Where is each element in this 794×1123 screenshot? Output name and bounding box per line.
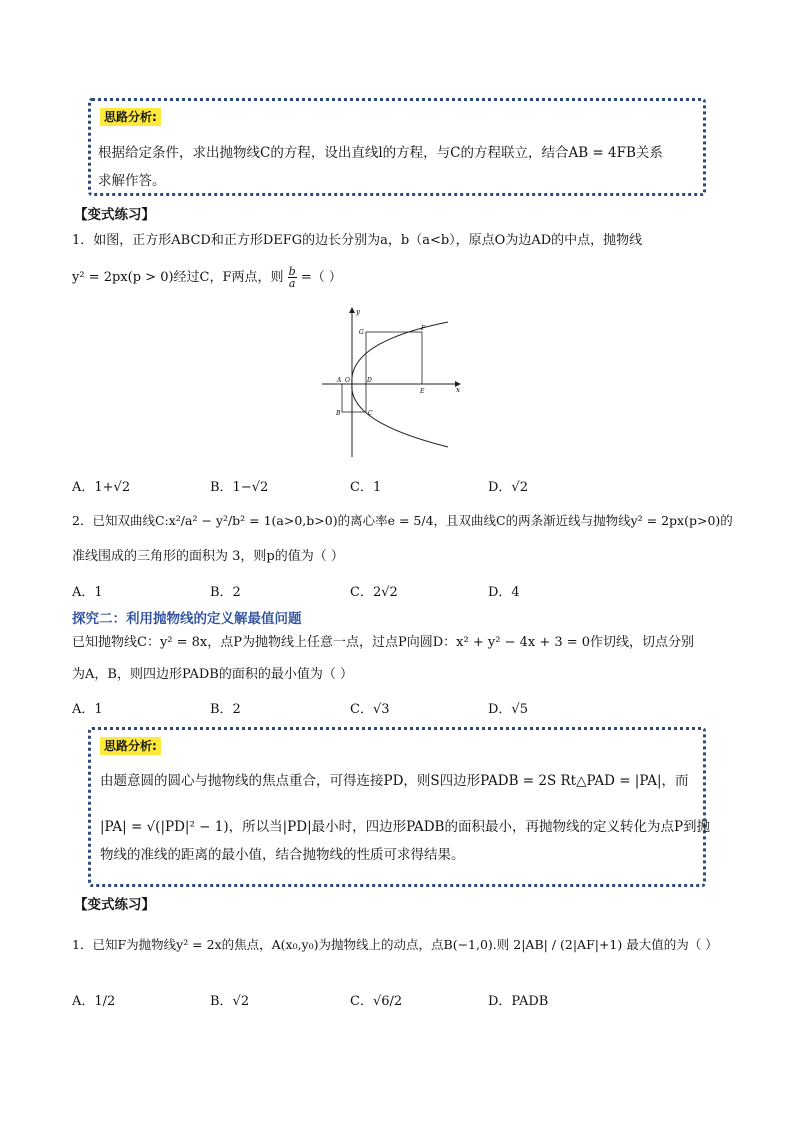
q3-text-line-1: 1．已知F为抛物线y² = 2x的焦点，A(x₀,y₀)为抛物线上的动点，点B(−1,0).则 2|AB| / (2|AF|+1) 最大值的为（ ） [72, 937, 718, 952]
label-d: D [367, 377, 372, 384]
q1-text-line-1: 1．如图，正方形ABCD和正方形DEFG的边长分别为a，b（a<b），原点O为边AD的中点，抛物线 [72, 233, 643, 248]
explore-text-line-1: 已知抛物线C：y² = 8x，点P为抛物线上任意一点，过点P向圆D：x² + y² − 4x + 3 = 0作切线，切点分别 [72, 635, 695, 650]
q1-text-2a: y² = 2px(p > 0)经过C，F两点，则 [72, 270, 284, 285]
label-y: y [356, 308, 360, 316]
explore-option-a[interactable]: A．1 [72, 702, 103, 717]
section-heading-variant-2: 【变式练习】 [74, 897, 155, 913]
q3-option-c[interactable]: C．√6/2 [350, 994, 403, 1009]
analysis-tag-2: 思路分析: [100, 737, 161, 755]
label-b: B [336, 410, 341, 417]
q2-text-line-2: 准线围成的三角形的面积为 3，则p的值为（ ） [72, 549, 344, 564]
section-heading-variant-1: 【变式练习】 [74, 207, 155, 223]
q2-option-a[interactable]: A．1 [72, 585, 103, 600]
analysis-2-line-3: 物线的准线的距离的最小值，结合抛物线的性质可求得结果。 [100, 847, 465, 863]
explore-option-c[interactable]: C．√3 [350, 702, 390, 717]
label-g: G [359, 329, 364, 336]
label-c: C [368, 410, 373, 417]
q1-option-d[interactable]: D．√2 [488, 480, 528, 495]
analysis-tag-1: 思路分析: [100, 108, 161, 126]
label-e: E [420, 388, 425, 395]
q3-option-a[interactable]: A．1/2 [72, 994, 116, 1009]
section-heading-explore-2: 探究二：利用抛物线的定义解最值问题 [72, 611, 302, 627]
analysis-1-line-1: 根据给定条件，求出抛物线C的方程，设出直线l的方程，与C的方程联立，结合AB = 4FB关系 [98, 145, 663, 161]
q1-option-a[interactable]: A．1+√2 [72, 480, 131, 495]
q1-text-2b: =（ ） [300, 270, 342, 285]
q1-frac-num: b [288, 265, 296, 278]
analysis-2-line-2: |PA| = √(|PD|² − 1)，所以当|PD|最小时，四边形PADB的面积最小，再抛物线的定义转化为点P到抛 [100, 819, 711, 835]
q2-option-c[interactable]: C．2√2 [350, 585, 398, 600]
analysis-2-line-1: 由题意圆的圆心与抛物线的焦点重合，可得连接PD，则S四边形PADB = 2S Rt△PAD = |PA|，而 [100, 773, 689, 789]
q1-option-b[interactable]: B．1−√2 [210, 480, 269, 495]
q2-option-d[interactable]: D．4 [488, 585, 520, 600]
explore-option-d[interactable]: D．√5 [488, 702, 528, 717]
label-x: x [456, 386, 460, 394]
q1-option-c[interactable]: C．1 [350, 480, 382, 495]
q3-option-d[interactable]: D．PADB [488, 994, 549, 1009]
label-a: A [337, 377, 342, 384]
parabola-figure [318, 302, 466, 462]
label-f: F [421, 325, 426, 332]
q1-fraction [288, 266, 297, 289]
explore-text-line-2: 为A，B，则四边形PADB的面积的最小值为（ ） [72, 667, 353, 682]
q2-option-b[interactable]: B．2 [210, 585, 241, 600]
q3-option-b[interactable]: B．√2 [210, 994, 250, 1009]
q1-text-line-2 [72, 266, 342, 289]
q2-text-line-1: 2．已知双曲线C:x²/a² − y²/b² = 1(a>0,b>0)的离心率e = 5/4，且双曲线C的两条渐近线与抛物线y² = 2px(p>0)的 [72, 513, 733, 528]
q1-frac-den: a [288, 277, 296, 290]
label-o: O [345, 377, 350, 384]
analysis-1-line-2: 求解作答。 [98, 173, 166, 189]
explore-option-b[interactable]: B．2 [210, 702, 241, 717]
square-defg [366, 332, 422, 384]
